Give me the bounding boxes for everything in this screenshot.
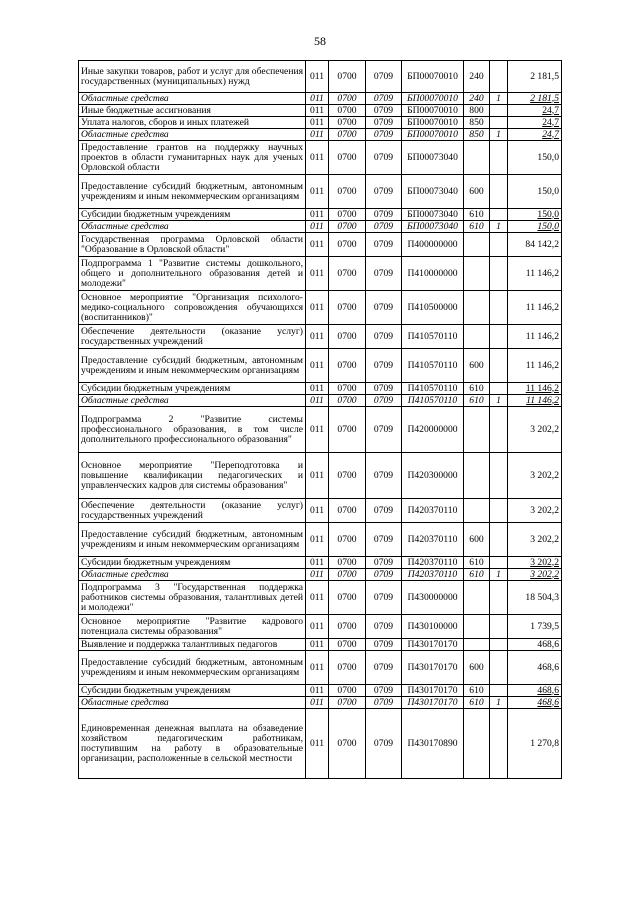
page-number: 58: [314, 34, 326, 48]
subsection-code: 0709: [366, 615, 402, 639]
grbs-code: 011: [306, 61, 329, 93]
section-code: 0700: [329, 221, 366, 233]
row-name: Государственная программа Орловской области "Образование в Орловской области": [79, 233, 306, 257]
funding-source-code: [490, 685, 508, 697]
row-name: Основное мероприятие "Организация психолого-медико-социального сопровождения обучающихся (воспитанников)": [79, 291, 306, 325]
amount: 11 146,2: [508, 325, 562, 349]
target-article-code: П420370110: [402, 523, 464, 557]
subsection-code: 0709: [366, 349, 402, 383]
subsection-code: 0709: [366, 569, 402, 581]
funding-source-code: 1: [490, 395, 508, 407]
expense-type-code: 600: [464, 175, 490, 209]
row-name: Подпрограмма 1 "Развитие системы дошкольного, общего и дополнительного образования детей и молодежи": [79, 257, 306, 291]
section-code: 0700: [329, 499, 366, 523]
subsection-code: 0709: [366, 499, 402, 523]
amount: 468,6: [508, 651, 562, 685]
target-article-code: БП00070010: [402, 93, 464, 105]
row-name: Предоставление субсидий бюджетным, автономным учреждениям и иным некоммерческим организациям: [79, 523, 306, 557]
expense-type-code: 610: [464, 383, 490, 395]
section-code: 0700: [329, 141, 366, 175]
subsection-code: 0709: [366, 233, 402, 257]
amount: 468,6: [508, 685, 562, 697]
target-article-code: П420370110: [402, 499, 464, 523]
amount: 468,6: [508, 639, 562, 651]
table-row: [79, 141, 562, 175]
funding-source-code: [490, 557, 508, 569]
table-row: [79, 93, 562, 105]
subsection-code: 0709: [366, 557, 402, 569]
grbs-code: 011: [306, 141, 329, 175]
grbs-code: 011: [306, 499, 329, 523]
section-code: 0700: [329, 291, 366, 325]
target-article-code: П410000000: [402, 257, 464, 291]
amount: 3 202,2: [508, 523, 562, 557]
table-row: [79, 209, 562, 221]
grbs-code: 011: [306, 639, 329, 651]
budget-table-body: [79, 61, 562, 779]
section-code: 0700: [329, 709, 366, 779]
target-article-code: П420000000: [402, 407, 464, 453]
subsection-code: 0709: [366, 291, 402, 325]
grbs-code: 011: [306, 395, 329, 407]
subsection-code: 0709: [366, 407, 402, 453]
funding-source-code: [490, 175, 508, 209]
subsection-code: 0709: [366, 141, 402, 175]
table-row: [79, 581, 562, 615]
row-name: Уплата налогов, сборов и иных платежей: [79, 117, 306, 129]
section-code: 0700: [329, 639, 366, 651]
expense-type-code: [464, 325, 490, 349]
target-article-code: БП00070010: [402, 105, 464, 117]
section-code: 0700: [329, 651, 366, 685]
table-row: [79, 395, 562, 407]
row-name: Областные средства: [79, 395, 306, 407]
amount: 24,7: [508, 105, 562, 117]
grbs-code: 011: [306, 291, 329, 325]
target-article-code: П410570110: [402, 383, 464, 395]
subsection-code: 0709: [366, 639, 402, 651]
grbs-code: 011: [306, 685, 329, 697]
subsection-code: 0709: [366, 105, 402, 117]
table-row: [79, 383, 562, 395]
target-article-code: П400000000: [402, 233, 464, 257]
table-row: [79, 709, 562, 779]
row-name: Областные средства: [79, 93, 306, 105]
subsection-code: 0709: [366, 383, 402, 395]
funding-source-code: [490, 407, 508, 453]
row-name: Субсидии бюджетным учреждениям: [79, 383, 306, 395]
row-name: Подпрограмма 3 "Государственная поддержка работников системы образования, талантливых детей и молодежи": [79, 581, 306, 615]
grbs-code: 011: [306, 407, 329, 453]
table-row: [79, 257, 562, 291]
table-row: [79, 557, 562, 569]
grbs-code: 011: [306, 349, 329, 383]
grbs-code: 011: [306, 581, 329, 615]
target-article-code: БП00073040: [402, 209, 464, 221]
target-article-code: П430170170: [402, 651, 464, 685]
table-row: [79, 349, 562, 383]
section-code: 0700: [329, 395, 366, 407]
expense-type-code: [464, 257, 490, 291]
grbs-code: 011: [306, 709, 329, 779]
funding-source-code: [490, 209, 508, 221]
funding-source-code: [490, 499, 508, 523]
funding-source-code: [490, 639, 508, 651]
section-code: 0700: [329, 61, 366, 93]
subsection-code: 0709: [366, 221, 402, 233]
subsection-code: 0709: [366, 685, 402, 697]
grbs-code: 011: [306, 129, 329, 141]
section-code: 0700: [329, 325, 366, 349]
expense-type-code: [464, 639, 490, 651]
expense-type-code: 610: [464, 221, 490, 233]
expense-type-code: 240: [464, 93, 490, 105]
amount: 24,7: [508, 129, 562, 141]
table-row: [79, 499, 562, 523]
table-row: [79, 651, 562, 685]
subsection-code: 0709: [366, 395, 402, 407]
expense-type-code: 240: [464, 61, 490, 93]
funding-source-code: [490, 581, 508, 615]
amount: 150,0: [508, 209, 562, 221]
expense-type-code: [464, 141, 490, 175]
expense-type-code: 610: [464, 209, 490, 221]
subsection-code: 0709: [366, 709, 402, 779]
amount: 11 146,2: [508, 257, 562, 291]
grbs-code: 011: [306, 523, 329, 557]
amount: 2 181,5: [508, 61, 562, 93]
table-row: [79, 105, 562, 117]
subsection-code: 0709: [366, 93, 402, 105]
funding-source-code: [490, 383, 508, 395]
target-article-code: П430000000: [402, 581, 464, 615]
budget-table: [78, 60, 562, 779]
target-article-code: БП00073040: [402, 141, 464, 175]
amount: 84 142,2: [508, 233, 562, 257]
section-code: 0700: [329, 257, 366, 291]
section-code: 0700: [329, 117, 366, 129]
row-name: Субсидии бюджетным учреждениям: [79, 557, 306, 569]
expense-type-code: 610: [464, 685, 490, 697]
section-code: 0700: [329, 557, 366, 569]
funding-source-code: [490, 453, 508, 499]
grbs-code: 011: [306, 697, 329, 709]
target-article-code: П420370110: [402, 569, 464, 581]
row-name: Субсидии бюджетным учреждениям: [79, 685, 306, 697]
target-article-code: П410570110: [402, 395, 464, 407]
table-row: [79, 569, 562, 581]
subsection-code: 0709: [366, 453, 402, 499]
grbs-code: 011: [306, 651, 329, 685]
expense-type-code: 610: [464, 395, 490, 407]
row-name: Выявление и поддержка талантливых педагогов: [79, 639, 306, 651]
target-article-code: П430170170: [402, 639, 464, 651]
table-row: [79, 117, 562, 129]
section-code: 0700: [329, 349, 366, 383]
expense-type-code: [464, 709, 490, 779]
grbs-code: 011: [306, 117, 329, 129]
target-article-code: П420370110: [402, 557, 464, 569]
target-article-code: П430100000: [402, 615, 464, 639]
funding-source-code: [490, 291, 508, 325]
target-article-code: БП00070010: [402, 129, 464, 141]
target-article-code: П410570110: [402, 325, 464, 349]
section-code: 0700: [329, 383, 366, 395]
grbs-code: 011: [306, 221, 329, 233]
funding-source-code: [490, 615, 508, 639]
funding-source-code: 1: [490, 221, 508, 233]
row-name: Обеспечение деятельности (оказание услуг) государственных учреждений: [79, 499, 306, 523]
row-name: Областные средства: [79, 129, 306, 141]
row-name: Иные закупки товаров, работ и услуг для обеспечения государственных (муниципальных) нужд: [79, 61, 306, 93]
expense-type-code: 600: [464, 651, 490, 685]
table-row: [79, 221, 562, 233]
funding-source-code: 1: [490, 569, 508, 581]
target-article-code: БП00073040: [402, 221, 464, 233]
section-code: 0700: [329, 105, 366, 117]
grbs-code: 011: [306, 569, 329, 581]
amount: 3 202,2: [508, 407, 562, 453]
expense-type-code: 600: [464, 523, 490, 557]
subsection-code: 0709: [366, 61, 402, 93]
section-code: 0700: [329, 407, 366, 453]
expense-type-code: 610: [464, 557, 490, 569]
section-code: 0700: [329, 93, 366, 105]
amount: 1 739,5: [508, 615, 562, 639]
amount: 150,0: [508, 221, 562, 233]
funding-source-code: [490, 349, 508, 383]
section-code: 0700: [329, 685, 366, 697]
subsection-code: 0709: [366, 651, 402, 685]
target-article-code: П410500000: [402, 291, 464, 325]
section-code: 0700: [329, 697, 366, 709]
subsection-code: 0709: [366, 257, 402, 291]
funding-source-code: [490, 105, 508, 117]
expense-type-code: 850: [464, 129, 490, 141]
expense-type-code: [464, 291, 490, 325]
expense-type-code: [464, 615, 490, 639]
subsection-code: 0709: [366, 175, 402, 209]
expense-type-code: [464, 453, 490, 499]
row-name: Предоставление грантов на поддержку научных проектов в области гуманитарных наук для ученых Орловской области: [79, 141, 306, 175]
row-name: Иные бюджетные ассигнования: [79, 105, 306, 117]
table-row: [79, 697, 562, 709]
grbs-code: 011: [306, 105, 329, 117]
row-name: Основное мероприятие "Развитие кадрового потенциала системы образования": [79, 615, 306, 639]
table-row: [79, 175, 562, 209]
grbs-code: 011: [306, 257, 329, 291]
section-code: 0700: [329, 581, 366, 615]
target-article-code: П410570110: [402, 349, 464, 383]
row-name: Подпрограмма 2 "Развитие системы профессионального образования, в том числе дополнительного профессионального образования": [79, 407, 306, 453]
target-article-code: П430170170: [402, 697, 464, 709]
row-name: Единовременная денежная выплата на обзаведение хозяйством педагогическим работникам, поступившим на работу в образовательные организации, расположенные в сельской местности: [79, 709, 306, 779]
table-row: [79, 685, 562, 697]
table-row: [79, 129, 562, 141]
expense-type-code: 610: [464, 697, 490, 709]
amount: 3 202,2: [508, 499, 562, 523]
target-article-code: БП00070010: [402, 117, 464, 129]
row-name: Областные средства: [79, 569, 306, 581]
row-name: Обеспечение деятельности (оказание услуг) государственных учреждений: [79, 325, 306, 349]
table-row: [79, 523, 562, 557]
amount: 11 146,2: [508, 395, 562, 407]
grbs-code: 011: [306, 209, 329, 221]
section-code: 0700: [329, 569, 366, 581]
row-name: Основное мероприятие "Переподготовка и повышение квалификации педагогических и управленческих кадров для системы образования": [79, 453, 306, 499]
table-row: [79, 291, 562, 325]
amount: 3 202,2: [508, 569, 562, 581]
table-row: [79, 233, 562, 257]
section-code: 0700: [329, 209, 366, 221]
section-code: 0700: [329, 129, 366, 141]
amount: 150,0: [508, 175, 562, 209]
expense-type-code: 600: [464, 349, 490, 383]
expense-type-code: [464, 499, 490, 523]
subsection-code: 0709: [366, 209, 402, 221]
row-name: Предоставление субсидий бюджетным, автономным учреждениям и иным некоммерческим организациям: [79, 651, 306, 685]
subsection-code: 0709: [366, 581, 402, 615]
grbs-code: 011: [306, 325, 329, 349]
amount: 18 504,3: [508, 581, 562, 615]
amount: 2 181,5: [508, 93, 562, 105]
funding-source-code: [490, 651, 508, 685]
table-row: [79, 407, 562, 453]
amount: 1 270,8: [508, 709, 562, 779]
amount: 150,0: [508, 141, 562, 175]
table-row: [79, 639, 562, 651]
target-article-code: БП00070010: [402, 61, 464, 93]
funding-source-code: [490, 117, 508, 129]
funding-source-code: [490, 523, 508, 557]
grbs-code: 011: [306, 557, 329, 569]
table-row: [79, 325, 562, 349]
section-code: 0700: [329, 233, 366, 257]
amount: 24,7: [508, 117, 562, 129]
row-name: Областные средства: [79, 697, 306, 709]
target-article-code: БП00073040: [402, 175, 464, 209]
subsection-code: 0709: [366, 117, 402, 129]
section-code: 0700: [329, 615, 366, 639]
section-code: 0700: [329, 175, 366, 209]
subsection-code: 0709: [366, 325, 402, 349]
amount: 3 202,2: [508, 557, 562, 569]
table-row: [79, 615, 562, 639]
expense-type-code: [464, 407, 490, 453]
target-article-code: П430170890: [402, 709, 464, 779]
expense-type-code: 610: [464, 569, 490, 581]
funding-source-code: 1: [490, 93, 508, 105]
grbs-code: 011: [306, 233, 329, 257]
amount: 11 146,2: [508, 291, 562, 325]
row-name: Предоставление субсидий бюджетным, автономным учреждениям и иным некоммерческим организациям: [79, 349, 306, 383]
grbs-code: 011: [306, 453, 329, 499]
amount: 3 202,2: [508, 453, 562, 499]
funding-source-code: [490, 233, 508, 257]
funding-source-code: [490, 325, 508, 349]
target-article-code: П430170170: [402, 685, 464, 697]
grbs-code: 011: [306, 93, 329, 105]
funding-source-code: [490, 257, 508, 291]
expense-type-code: [464, 581, 490, 615]
grbs-code: 011: [306, 615, 329, 639]
grbs-code: 011: [306, 175, 329, 209]
funding-source-code: 1: [490, 697, 508, 709]
table-row: [79, 61, 562, 93]
funding-source-code: [490, 709, 508, 779]
grbs-code: 011: [306, 383, 329, 395]
amount: 468,6: [508, 697, 562, 709]
funding-source-code: [490, 61, 508, 93]
row-name: Предоставление субсидий бюджетным, автономным учреждениям и иным некоммерческим организациям: [79, 175, 306, 209]
target-article-code: П420300000: [402, 453, 464, 499]
amount: 11 146,2: [508, 383, 562, 395]
subsection-code: 0709: [366, 523, 402, 557]
funding-source-code: [490, 141, 508, 175]
subsection-code: 0709: [366, 129, 402, 141]
amount: 11 146,2: [508, 349, 562, 383]
expense-type-code: [464, 233, 490, 257]
funding-source-code: 1: [490, 129, 508, 141]
section-code: 0700: [329, 453, 366, 499]
expense-type-code: 800: [464, 105, 490, 117]
row-name: Субсидии бюджетным учреждениям: [79, 209, 306, 221]
expense-type-code: 850: [464, 117, 490, 129]
subsection-code: 0709: [366, 697, 402, 709]
section-code: 0700: [329, 523, 366, 557]
table-row: [79, 453, 562, 499]
row-name: Областные средства: [79, 221, 306, 233]
